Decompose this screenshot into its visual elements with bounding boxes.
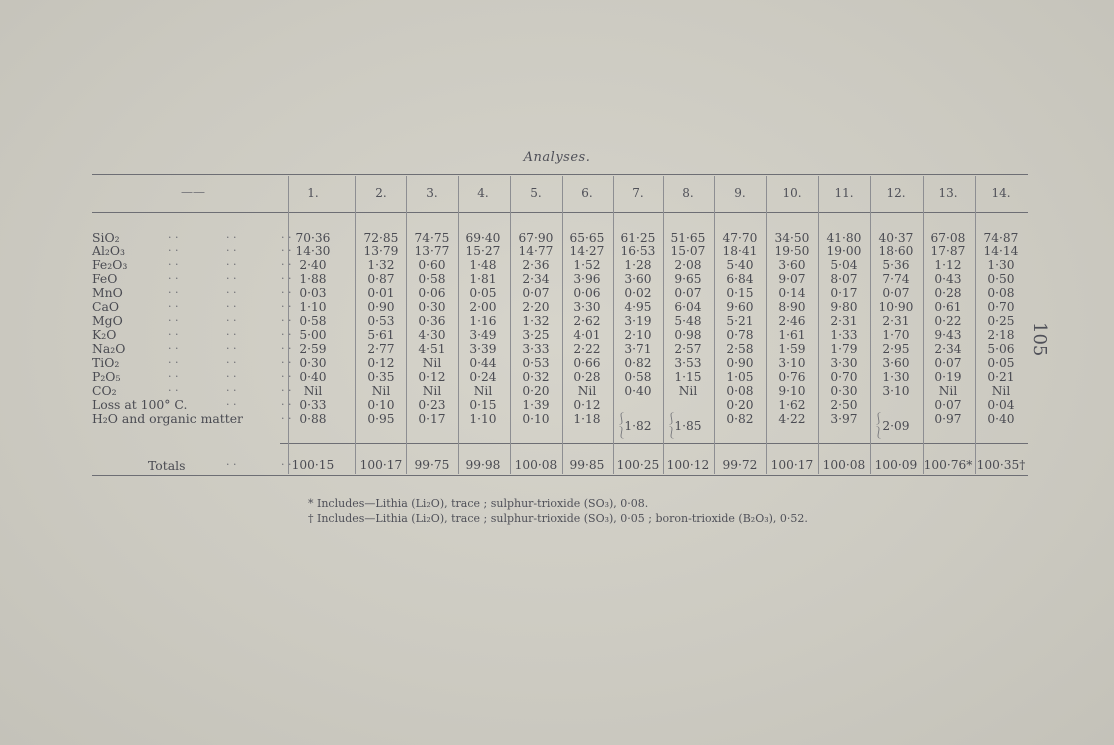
leader-dots: · ·	[226, 258, 237, 271]
table-cell: 0·05	[469, 286, 497, 300]
table-cell: 0·06	[418, 286, 446, 300]
table-cell: 2·18	[987, 328, 1015, 342]
table-cell: 3·60	[882, 356, 910, 370]
table-cell: 74·75	[414, 231, 450, 245]
leader-dots: · ·	[168, 384, 179, 397]
leader-dots: · ·	[281, 370, 292, 383]
column-header: 2.	[375, 186, 387, 200]
totals-cell: 99·98	[465, 458, 501, 472]
table-cell: 0·10	[367, 398, 395, 412]
table-cell: 0·43	[934, 272, 962, 286]
leader-dots: · ·	[226, 328, 237, 341]
table-cell: 9·43	[934, 328, 962, 342]
table-cell: 18·41	[722, 244, 758, 258]
table-cell: 3·96	[573, 272, 601, 286]
totals-cell: 100·17	[770, 458, 814, 472]
leader-dots: · ·	[226, 314, 237, 327]
column-header: 6.	[581, 186, 593, 200]
leader-dots: · ·	[226, 356, 237, 369]
row-label: FeO	[92, 271, 118, 286]
totals-cell: 100·25	[616, 458, 660, 472]
table-cell: 14·30	[295, 244, 331, 258]
row-label: H₂O and organic matter	[92, 411, 243, 426]
table-cell: 15·07	[670, 244, 706, 258]
leader-dots: · ·	[226, 300, 237, 313]
table-cell: 0·61	[934, 300, 962, 314]
row-label: MgO	[92, 313, 123, 328]
column-divider	[870, 176, 871, 474]
table-cell: 2·62	[573, 314, 601, 328]
table-cell: 0·82	[624, 356, 652, 370]
table-cell: 0·24	[469, 370, 497, 384]
table-cell: 0·30	[418, 300, 446, 314]
table-cell: 14·77	[518, 244, 554, 258]
leader-dots: · ·	[281, 231, 292, 244]
row-label: P₂O₅	[92, 369, 121, 384]
table-cell: 5·06	[987, 342, 1015, 356]
page-number: 105	[1029, 322, 1050, 357]
table-cell: 4·01	[573, 328, 601, 342]
column-divider	[975, 176, 976, 474]
table-cell: 1·59	[778, 342, 806, 356]
table-cell: 0·08	[726, 384, 754, 398]
totals-cell: 99·75	[414, 458, 450, 472]
row-label: CaO	[92, 299, 120, 314]
leader-dots: · ·	[226, 231, 237, 244]
table-rule	[92, 212, 1028, 213]
table-cell: 1·18	[573, 412, 601, 426]
table-rule	[92, 475, 1028, 476]
table-cell: Nil	[473, 384, 493, 398]
table-cell: 0·32	[522, 370, 550, 384]
table-cell: 4·95	[624, 300, 652, 314]
table-cell: 1·79	[830, 342, 858, 356]
table-cell: 1·81	[469, 272, 497, 286]
table-cell: 9·80	[830, 300, 858, 314]
table-cell: 0·23	[418, 398, 446, 412]
table-cell: 3·97	[830, 412, 858, 426]
column-divider	[510, 176, 511, 474]
leader-dots: · ·	[226, 286, 237, 299]
totals-cell: 100·08	[822, 458, 866, 472]
column-header: 5.	[530, 186, 542, 200]
leader-dots: · ·	[281, 286, 292, 299]
table-cell: 0·97	[934, 412, 962, 426]
table-cell: 0·30	[299, 356, 327, 370]
table-cell: 70·36	[295, 231, 331, 245]
table-cell: 1·33	[830, 328, 858, 342]
table-cell: 0·02	[624, 286, 652, 300]
table-cell: 51·65	[670, 231, 706, 245]
table-cell: 0·98	[674, 328, 702, 342]
leader-dots: · ·	[226, 342, 237, 355]
table-cell: 0·10	[522, 412, 550, 426]
row-label: SiO₂	[92, 230, 120, 245]
leader-dots: · ·	[281, 244, 292, 257]
column-header: 4.	[477, 186, 489, 200]
totals-cell: 100·09	[874, 458, 918, 472]
table-cell: 19·00	[826, 244, 862, 258]
leader-dots: · ·	[281, 412, 292, 425]
table-cell: 67·08	[930, 231, 966, 245]
table-cell: 6·84	[726, 272, 754, 286]
table-cell: 2·31	[882, 314, 910, 328]
table-cell: 0·05	[987, 356, 1015, 370]
totals-cell: 100·35†	[976, 458, 1026, 472]
leader-dots: · ·	[281, 398, 292, 411]
table-cell: 5·40	[726, 258, 754, 272]
leader-dots: · ·	[226, 370, 237, 383]
leader-dots: · ·	[168, 370, 179, 383]
table-cell: 0·28	[934, 286, 962, 300]
table-cell: 0·70	[830, 370, 858, 384]
table-cell: 3·60	[778, 258, 806, 272]
table-cell: 2·22	[573, 342, 601, 356]
leader-dots: · ·	[168, 272, 179, 285]
leader-dots: · ·	[281, 300, 292, 313]
table-cell: 0·40	[624, 384, 652, 398]
table-rule	[280, 443, 1028, 444]
leader-dots: · ·	[281, 314, 292, 327]
table-cell: 0·14	[778, 286, 806, 300]
table-cell: 4·51	[418, 342, 446, 356]
row-label: Fe₂O₃	[92, 257, 128, 272]
table-cell: 8·90	[778, 300, 806, 314]
table-cell: 0·28	[573, 370, 601, 384]
column-divider	[406, 176, 407, 474]
table-cell: 16·53	[620, 244, 656, 258]
table-cell: 4·22	[778, 412, 806, 426]
row-label: CO₂	[92, 383, 117, 398]
table-cell: 0·01	[367, 286, 395, 300]
leader-dots: · ·	[226, 398, 237, 411]
table-cell: Nil	[991, 384, 1011, 398]
table-cell: 0·76	[778, 370, 806, 384]
table-cell: 0·82	[726, 412, 754, 426]
table-cell: 1·16	[469, 314, 497, 328]
table-cell: 1·28	[624, 258, 652, 272]
table-cell: 2·58	[726, 342, 754, 356]
table-cell: 0·78	[726, 328, 754, 342]
table-cell: 40·37	[878, 231, 914, 245]
table-cell: 13·77	[414, 244, 450, 258]
table-rule	[92, 174, 1028, 175]
totals-label: Totals	[148, 458, 186, 473]
table-cell: 0·15	[469, 398, 497, 412]
footnote-2: † Includes—Lithia (Li₂O), trace ; sulphur-trioxide (SO₃), 0·05 ; boron-trioxide (B₂O₃), 0·52.	[308, 512, 808, 525]
table-cell: 69·40	[465, 231, 501, 245]
table-cell: 5·21	[726, 314, 754, 328]
table-cell: 3·49	[469, 328, 497, 342]
leader-dots: · ·	[281, 458, 292, 471]
table-cell: 1·48	[469, 258, 497, 272]
table-cell: 5·00	[299, 328, 327, 342]
table-cell: 14·14	[983, 244, 1019, 258]
table-cell: 0·87	[367, 272, 395, 286]
table-cell: 41·80	[826, 231, 862, 245]
table-cell: 9·60	[726, 300, 754, 314]
brace-mark: ⎰ ⎱	[616, 412, 627, 439]
table-cell: 13·79	[363, 244, 399, 258]
leader-dots: · ·	[226, 272, 237, 285]
table-cell: 3·25	[522, 328, 550, 342]
table-cell: 65·65	[569, 231, 605, 245]
table-cell: 0·36	[418, 314, 446, 328]
footnote-1: * Includes—Lithia (Li₂O), trace ; sulphur-trioxide (SO₃), 0·08.	[308, 497, 649, 510]
totals-cell: 100·15	[291, 458, 335, 472]
row-label: Al₂O₃	[92, 243, 126, 258]
row-label: Loss at 100° C.	[92, 397, 188, 412]
table-cell: 34·50	[774, 231, 810, 245]
column-header: 8.	[682, 186, 694, 200]
table-cell: 19·50	[774, 244, 810, 258]
table-cell: 0·21	[987, 370, 1015, 384]
table-cell: 15·27	[465, 244, 501, 258]
table-cell: 1·32	[367, 258, 395, 272]
table-cell: 0·40	[987, 412, 1015, 426]
table-cell: 1·05	[726, 370, 754, 384]
table-cell: 0·40	[299, 370, 327, 384]
table-cell: 2·08	[674, 258, 702, 272]
table-cell: 0·58	[299, 314, 327, 328]
table-cell: 3·60	[624, 272, 652, 286]
totals-cell: 100·76*	[923, 458, 973, 472]
column-header: 10.	[782, 186, 802, 200]
table-cell: 3·71	[624, 342, 652, 356]
table-cell: 0·19	[934, 370, 962, 384]
table-cell: 0·04	[987, 398, 1015, 412]
brace-mark: ⎰ ⎱	[666, 412, 677, 439]
table-cell: 2·77	[367, 342, 395, 356]
table-cell: 5·36	[882, 258, 910, 272]
merged-cell: 1·82	[624, 419, 652, 433]
table-cell: 3·10	[882, 384, 910, 398]
table-title: Analyses.	[523, 150, 591, 165]
table-cell: 0·17	[830, 286, 858, 300]
table-cell: 2·20	[522, 300, 550, 314]
leader-dots: · ·	[226, 384, 237, 397]
table-cell: 0·53	[367, 314, 395, 328]
table-cell: 0·60	[418, 258, 446, 272]
table-cell: 0·58	[418, 272, 446, 286]
table-cell: 0·88	[299, 412, 327, 426]
table-cell: 1·52	[573, 258, 601, 272]
table-cell: 2·59	[299, 342, 327, 356]
table-cell: 2·36	[522, 258, 550, 272]
table-cell: 6·04	[674, 300, 702, 314]
leader-dots: · ·	[168, 342, 179, 355]
table-cell: 2·95	[882, 342, 910, 356]
table-cell: 3·10	[778, 356, 806, 370]
table-cell: 3·30	[830, 356, 858, 370]
column-header: 1.	[307, 186, 319, 200]
table-cell: 1·61	[778, 328, 806, 342]
table-cell: 0·95	[367, 412, 395, 426]
table-cell: 0·07	[882, 286, 910, 300]
leader-dots: · ·	[281, 356, 292, 369]
table-cell: 0·06	[573, 286, 601, 300]
table-cell: 1·62	[778, 398, 806, 412]
column-divider	[766, 176, 767, 474]
table-cell: 1·39	[522, 398, 550, 412]
table-cell: Nil	[577, 384, 597, 398]
table-cell: 1·15	[674, 370, 702, 384]
table-cell: 0·50	[987, 272, 1015, 286]
table-cell: 0·58	[624, 370, 652, 384]
table-cell: 2·50	[830, 398, 858, 412]
table-cell: 0·20	[522, 384, 550, 398]
table-cell: 9·07	[778, 272, 806, 286]
table-cell: 2·31	[830, 314, 858, 328]
row-label: K₂O	[92, 327, 117, 342]
leader-dots: · ·	[281, 272, 292, 285]
table-cell: 1·70	[882, 328, 910, 342]
table-cell: 1·12	[934, 258, 962, 272]
table-cell: 3·19	[624, 314, 652, 328]
table-cell: 5·48	[674, 314, 702, 328]
table-cell: 61·25	[620, 231, 656, 245]
table-cell: 0·30	[830, 384, 858, 398]
leader-dots: · ·	[168, 356, 179, 369]
table-cell: 18·60	[878, 244, 914, 258]
totals-cell: 99·72	[722, 458, 758, 472]
table-cell: 3·39	[469, 342, 497, 356]
table-cell: 0·07	[522, 286, 550, 300]
table-cell: 0·53	[522, 356, 550, 370]
row-label: TiO₂	[92, 355, 120, 370]
column-header: 7.	[632, 186, 644, 200]
table-cell: 1·88	[299, 272, 327, 286]
column-divider	[714, 176, 715, 474]
leader-dots: · ·	[168, 300, 179, 313]
leader-dots: · ·	[168, 231, 179, 244]
table-cell: Nil	[678, 384, 698, 398]
table-cell: 0·07	[934, 356, 962, 370]
table-cell: 1·10	[469, 412, 497, 426]
table-cell: 47·70	[722, 231, 758, 245]
table-cell: 0·90	[367, 300, 395, 314]
table-cell: 0·07	[674, 286, 702, 300]
header-dash: ——	[181, 185, 205, 199]
row-label: Na₂O	[92, 341, 126, 356]
column-divider	[818, 176, 819, 474]
table-cell: 14·27	[569, 244, 605, 258]
row-label: MnO	[92, 285, 123, 300]
leader-dots: · ·	[168, 314, 179, 327]
table-cell: 0·22	[934, 314, 962, 328]
table-cell: 2·46	[778, 314, 806, 328]
column-header: 3.	[426, 186, 438, 200]
table-cell: 0·12	[367, 356, 395, 370]
table-cell: 0·15	[726, 286, 754, 300]
table-cell: 2·34	[522, 272, 550, 286]
table-cell: Nil	[422, 356, 442, 370]
table-cell: 72·85	[363, 231, 399, 245]
leader-dots: · ·	[168, 244, 179, 257]
table-cell: 0·35	[367, 370, 395, 384]
leader-dots: · ·	[281, 384, 292, 397]
table-cell: Nil	[938, 384, 958, 398]
table-cell: 0·25	[987, 314, 1015, 328]
table-cell: 2·34	[934, 342, 962, 356]
table-cell: Nil	[303, 384, 323, 398]
column-header: 12.	[886, 186, 906, 200]
table-cell: 0·66	[573, 356, 601, 370]
table-cell: 0·07	[934, 398, 962, 412]
table-cell: 0·20	[726, 398, 754, 412]
merged-cell: 2·09	[882, 419, 910, 433]
table-cell: 2·10	[624, 328, 652, 342]
table-cell: 4·30	[418, 328, 446, 342]
leader-dots: · ·	[226, 244, 237, 257]
table-cell: 0·33	[299, 398, 327, 412]
table-cell: 8·07	[830, 272, 858, 286]
table-cell: 0·17	[418, 412, 446, 426]
leader-dots: · ·	[281, 328, 292, 341]
table-cell: 17·87	[930, 244, 966, 258]
table-cell: 0·03	[299, 286, 327, 300]
table-cell: 10·90	[878, 300, 914, 314]
table-cell: 0·08	[987, 286, 1015, 300]
table-cell: 67·90	[518, 231, 554, 245]
leader-dots: · ·	[226, 458, 237, 471]
table-cell: 1·32	[522, 314, 550, 328]
table-cell: 3·33	[522, 342, 550, 356]
leader-dots: · ·	[281, 258, 292, 271]
table-cell: 2·00	[469, 300, 497, 314]
column-divider	[355, 176, 356, 474]
table-cell: 0·12	[418, 370, 446, 384]
table-cell: 2·57	[674, 342, 702, 356]
leader-dots: · ·	[168, 286, 179, 299]
table-cell: 5·04	[830, 258, 858, 272]
column-header: 11.	[834, 186, 854, 200]
table-cell: Nil	[371, 384, 391, 398]
leader-dots: · ·	[168, 258, 179, 271]
table-cell: 1·30	[882, 370, 910, 384]
table-cell: 1·30	[987, 258, 1015, 272]
table-cell: 0·90	[726, 356, 754, 370]
table-cell: 0·70	[987, 300, 1015, 314]
table-cell: 0·44	[469, 356, 497, 370]
column-header: 9.	[734, 186, 746, 200]
table-cell: 5·61	[367, 328, 395, 342]
table-cell: 0·12	[573, 398, 601, 412]
totals-cell: 100·12	[666, 458, 710, 472]
totals-cell: 100·08	[514, 458, 558, 472]
table-cell: 9·10	[778, 384, 806, 398]
table-cell: 3·53	[674, 356, 702, 370]
table-cell: 7·74	[882, 272, 910, 286]
table-cell: 2·40	[299, 258, 327, 272]
table-cell: 3·30	[573, 300, 601, 314]
leader-dots: · ·	[281, 342, 292, 355]
table-cell: 1·10	[299, 300, 327, 314]
brace-mark: ⎰ ⎱	[873, 412, 884, 439]
leader-dots: · ·	[168, 328, 179, 341]
table-cell: Nil	[422, 384, 442, 398]
totals-cell: 100·17	[359, 458, 403, 472]
merged-cell: 1·85	[674, 419, 702, 433]
table-cell: 74·87	[983, 231, 1019, 245]
column-header: 14.	[991, 186, 1011, 200]
totals-cell: 99·85	[569, 458, 605, 472]
table-cell: 9·65	[674, 272, 702, 286]
column-header: 13.	[938, 186, 958, 200]
